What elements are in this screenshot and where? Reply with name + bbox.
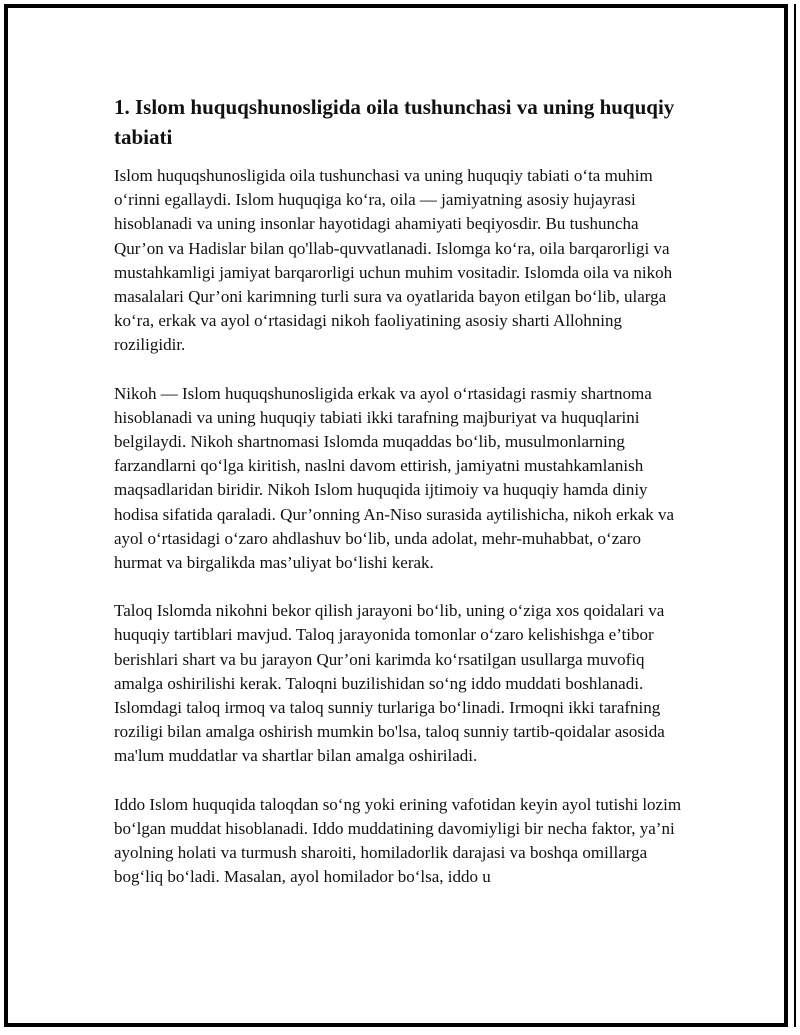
paragraph-family-concept: Islom huquqshunosligida oila tushunchasi va uning huquqiy tabiati o‘ta muhim o‘rinni egallaydi. Islom huquqiga ko‘ra, oila — jamiyatning asosiy hujayrasi hisoblanadi va uning insonlar hayotidagi ahamiyati beqiyosdir. Bu tushuncha Qur’on va Hadislar bilan qo'llab-quvvatlanadi. Islomga ko‘ra, oila barqarorligi va mustahkamligi jamiyat barqarorligi uchun muhim vositadir. Islomda oila va nikoh masalalari Qur’oni karimning turli sura va oyatlarida bayon etilgan bo‘lib, ularga ko‘ra, erkak va ayol o‘rtasidagi nikoh faoliyatining asosiy sharti Allohning roziligidir. [114,166,673,355]
section-title: 1. Islom huquqshunosligida oila tushunchasi va uning huquqiy tabiati [114,95,675,149]
paragraph-iddah: Iddo Islom huquqida taloqdan so‘ng yoki erining vafotidan keyin ayol tutishi lozim bo‘lgan muddat hisoblanadi. Iddo muddatining davomiyligi bir necha faktor, ya’ni ayolning holati va turmush sharoiti, homiladorlik darajasi va boshqa omillarga bog‘liq bo‘ladi. Masalan, ayol homilador bo‘lsa, iddo u [114,794,682,887]
paragraph-talaq: Taloq Islomda nikohni bekor qilish jarayoni bo‘lib, uning o‘ziga xos qoidalari va huquqiy tartiblari mavjud. Taloq jarayonida tomonlar o‘zaro kelishishga e’tibor berishlari shart va bu jarayon Qur’oni karimda ko‘rsatilgan usullarga muvofiq amalga oshirilishi kerak. Taloqni buzilishidan so‘ng iddo muddati boshlanadi. Islomdagi taloq irmoq va taloq sunniy turlariga bo‘linadi. Irmoqni ikki tarafning roziligi bilan amalga oshirish mumkin bo'lsa, taloq sunniy tartib-qoidalar asosida ma'lum muddatlar va shartlar bilan amalga oshiriladi. [114,601,665,766]
paragraph-nikah: Nikoh — Islom huquqshunosligida erkak va ayol o‘rtasidagi rasmiy shartnoma hisoblanadi va uning huquqiy tabiati ikki tarafning majburiyat va huquqlarini belgilaydi. Nikoh shartnomasi Islomda muqaddas bo‘lib, musulmonlarning farzandlarni qo‘lga kiritish, naslni davom ettirish, jamiyatni mustahkamlanish maqsadlaridan biridir. Nikoh Islom huquqida ijtimoiy va huquqiy hamda diniy hodisa sifatida qaraladi. Qur’onning An-Niso surasida aytilishicha, nikoh erkak va ayol o‘rtasidagi o‘zaro ahdlashuv bo‘lib, unda adolat, mehr-muhabbat, o‘zaro hurmat va birgalikda mas’uliyat bo‘lishi kerak. [114,383,675,573]
document-body [114,92,690,913]
